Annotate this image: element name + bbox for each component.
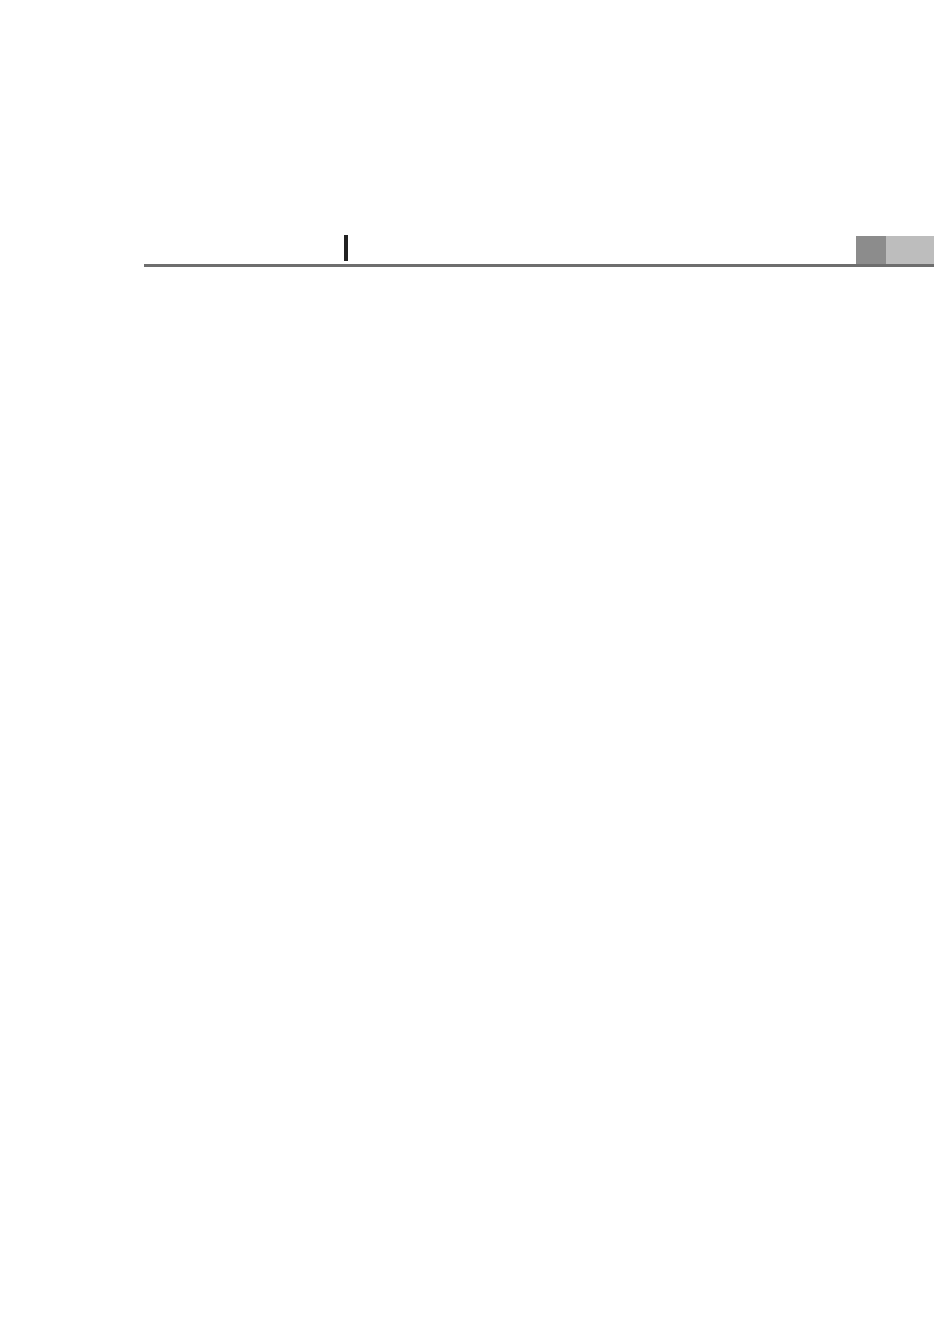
banner-divider <box>344 235 348 261</box>
banner-decor-light <box>886 236 934 264</box>
banner-tabs <box>358 242 390 257</box>
section-banner <box>144 232 934 268</box>
banner-decor-dark <box>856 236 886 264</box>
module-title <box>0 158 950 182</box>
banner-underline <box>144 264 934 267</box>
